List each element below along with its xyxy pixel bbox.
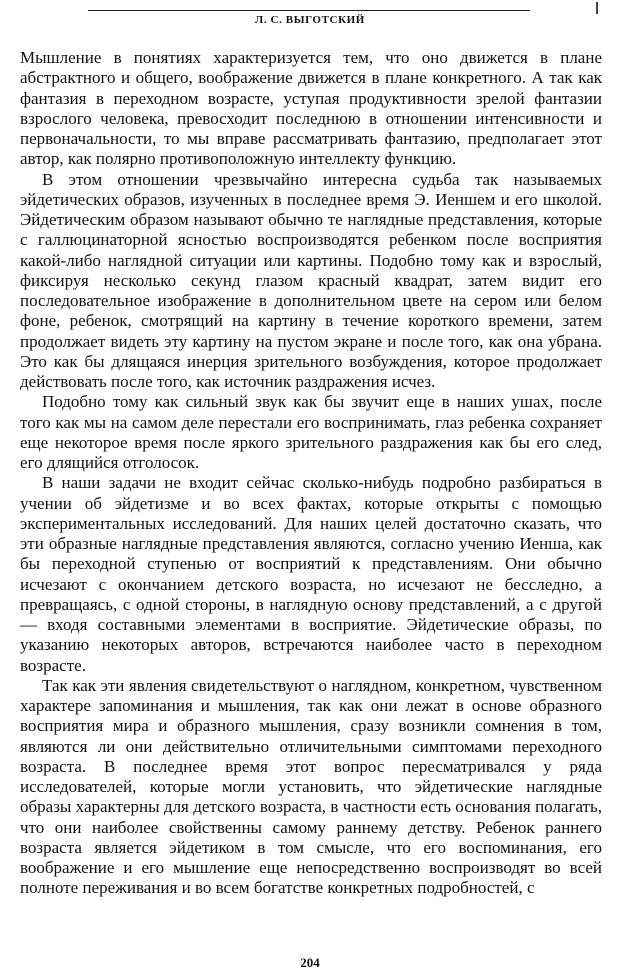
header-rule [88, 10, 530, 11]
main-text [20, 48, 602, 899]
paragraph: В наши задачи не входит сейчас сколько-нибудь подробно разбираться в учении об эйдетизме и во всех фактах, которые открыты с помощью экспериментальных исследований. Для наших целей достаточно сказать, что эти образные наглядные представления являются, согласно учению Иенша, как бы переходной ступенью от восприятий к представлениям. Они обычно исчезают с окончанием детского возраста, но исчезают не бесследно, а превращаясь, с одной стороны, в наглядную основу представлений, а с другой — входя составными элементами в восприятие. Эйдетические образы, по указанию некоторых авторов, встречаются наиболее часто в переходном возрасте. [20, 473, 602, 675]
running-header: Л. С. ВЫГОТСКИЙ [255, 14, 365, 26]
paragraph: В этом отношении чрезвычайно интересна судьба так называемых эйдетических образов, изученных в последнее время Э. Иеншем и его школой. Эйдетическим образом называют обычно те наглядные представления, которые с галлюцинаторной ясностью воспроизводятся ребенком после восприятия какой-либо наглядной ситуации или картины. Подобно тому как и взрослый, фиксируя несколько секунд глазом красный квадрат, затем видит его последовательное изображение в дополнительном цвете на сером или белом фоне, ребенок, смотрящий на картину в течение короткого времени, затем продолжает видеть эту картину на пустом экране и после того, как она убрана. Это как бы длящаяся инерция зрительного возбуждения, которое продолжает действовать после того, как источник раздражения исчез. [20, 169, 602, 391]
paragraph: Подобно тому как сильный звук как бы звучит еще в наших ушах, после того как мы на самом деле перестали его воспринимать, глаз ребенка сохраняет еще некоторое время после яркого зрительного раздражения как бы его след, его длящийся отголосок. [20, 392, 602, 472]
margin-mark [596, 2, 598, 14]
paragraph: Мышление в понятиях характеризуется тем, что оно движется в плане абстрактного и общего, воображение движется в плане конкретного. А так как фантазия в переходном возрасте, уступая продуктивности зрелой фантазии взрослого человека, превосходит последнюю в отношении интенсивности и первоначальности, то мы вправе рассматривать фантазию, предполагает этот автор, как полярно противоположную интеллекту функцию. [20, 48, 602, 169]
page-number: 204 [300, 955, 320, 970]
paragraph: Так как эти явления свидетельствуют о наглядном, конкретном, чувственном характере запоминания и мышления, так как они лежат в основе образного восприятия мира и образного мышления, сразу возникли сомнения в том, являются ли они действительно отличительными симптомами переходного возраста. В последнее время этот вопрос пересматривался у ряда исследователей, которые могли установить, что эйдетические наглядные образы характерны для детского возраста, в частности есть основания полагать, что они наиболее свойственны самому раннему детству. Ребенок раннего возраста является эйдетиком в том смысле, что его воспоминания, его воображение и его мышление еще непосредственно воспроизводят во всей полноте переживания и во всем богатстве конкретных подробностей, с [20, 675, 602, 898]
